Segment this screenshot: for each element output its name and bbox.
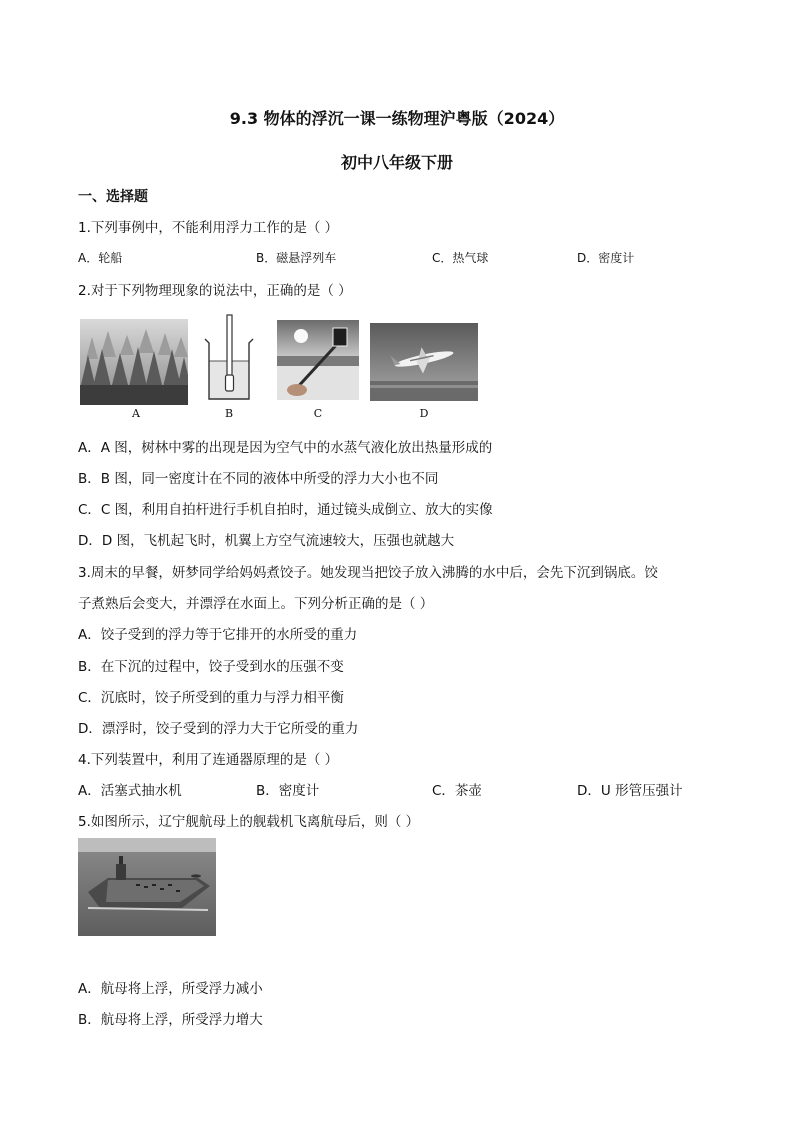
- section-heading: 一、选择题: [78, 189, 148, 205]
- question-2-option-a: A．A 图，树林中雾的出现是因为空气中的水蒸气液化放出热量形成的: [78, 440, 493, 456]
- question-1-option-d: D．密度计: [577, 251, 635, 265]
- question-4-stem: 4.下列装置中，利用了连通器原理的是（ ）: [78, 752, 339, 768]
- question-3-stem-line-1: 3.周末的早餐，妍梦同学给妈妈煮饺子。她发现当把饺子放入沸腾的水中后，会先下沉到锅底。饺: [78, 565, 658, 581]
- question-2-option-b: B．B 图，同一密度计在不同的液体中所受的浮力大小也不同: [78, 471, 439, 487]
- question-4-option-b: B．密度计: [256, 783, 320, 799]
- aircraft-carrier-image: [78, 838, 216, 936]
- question-3-option-d: D．漂浮时，饺子受到的浮力大于它所受的重力: [78, 721, 359, 737]
- question-5-option-a: A．航母将上浮，所受浮力减小: [78, 981, 263, 997]
- figure-label-d: D: [419, 407, 429, 420]
- question-3-option-a: A．饺子受到的浮力等于它排开的水所受的重力: [78, 627, 358, 643]
- question-3-option-c: C．沉底时，饺子所受到的重力与浮力相平衡: [78, 690, 344, 706]
- question-2-option-c: C．C 图，利用自拍杆进行手机自拍时，通过镜头成倒立、放大的实像: [78, 502, 493, 518]
- question-1-stem: 1.下列事例中，不能利用浮力工作的是（ ）: [78, 220, 339, 236]
- question-5-stem: 5.如图所示，辽宁舰航母上的舰载机飞离航母后，则（ ）: [78, 814, 420, 830]
- document-title: 9.3 物体的浮沉一课一练物理沪粤版（2024）: [229, 109, 565, 128]
- question-4-option-d: D．U 形管压强计: [577, 783, 683, 799]
- question-2-option-d: D．D 图，飞机起飞时，机翼上方空气流速较大，压强也就越大: [78, 533, 455, 549]
- question-5-option-b: B．航母将上浮，所受浮力增大: [78, 1012, 263, 1028]
- airplane-takeoff-image: [370, 323, 478, 401]
- question-1-option-c: C．热气球: [432, 251, 489, 265]
- selfie-stick-image: [277, 320, 359, 400]
- foggy-forest-image: [80, 319, 188, 405]
- question-1-option-b: B．磁悬浮列车: [256, 251, 337, 265]
- hydrometer-beaker-icon: [201, 313, 257, 405]
- question-1-option-a: A．轮船: [78, 251, 123, 265]
- question-3-option-b: B．在下沉的过程中，饺子受到水的压强不变: [78, 659, 344, 675]
- figure-label-c: C: [313, 407, 323, 420]
- figure-label-a: A: [132, 407, 140, 420]
- question-2-stem: 2.对于下列物理现象的说法中，正确的是（ ）: [78, 283, 352, 299]
- question-4-option-a: A．活塞式抽水机: [78, 783, 182, 799]
- document-subtitle: 初中八年级下册: [340, 153, 453, 172]
- question-3-stem-line-2: 子煮熟后会变大，并漂浮在水面上。下列分析正确的是（ ）: [78, 596, 434, 612]
- figure-label-b: B: [224, 407, 234, 420]
- question-4-option-c: C．茶壶: [432, 783, 482, 799]
